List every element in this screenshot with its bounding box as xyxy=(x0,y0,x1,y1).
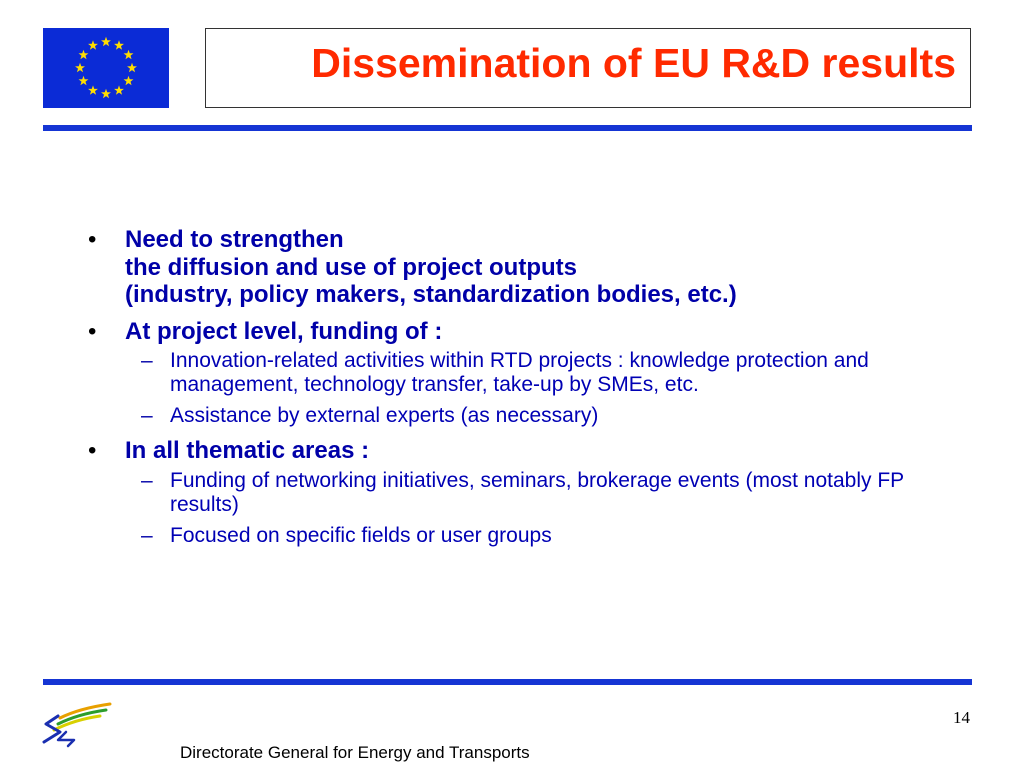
bullet-item xyxy=(88,437,958,548)
bullet-marker: • xyxy=(88,226,97,253)
page-title: Dissemination of EU R&D results xyxy=(311,40,956,86)
flag-star-icon xyxy=(75,63,85,72)
top-divider xyxy=(43,125,972,131)
bullet-line: In all thematic areas : xyxy=(125,437,370,464)
flag-star-icon xyxy=(79,76,89,85)
sub-item xyxy=(125,524,958,548)
bullet-marker: • xyxy=(88,317,97,345)
bullet-item xyxy=(88,318,958,429)
sub-text: Innovation-related activities within RTD projects : knowledge protection and management, technology transfer, take-up by SMEs, etc. xyxy=(170,349,869,396)
flag-star-icon xyxy=(88,40,98,49)
footer-organization: Directorate General for Energy and Transports xyxy=(180,743,530,762)
flag-star-icon xyxy=(114,40,124,49)
bullet-item xyxy=(88,226,958,309)
sub-text: Focused on specific fields or user groups xyxy=(170,523,552,547)
flag-star-icon xyxy=(124,50,134,59)
sub-marker: – xyxy=(141,523,153,547)
flag-star-icon xyxy=(124,76,134,85)
sub-text: Assistance by external experts (as necessary) xyxy=(170,404,599,427)
eu-flag-stars xyxy=(43,28,169,108)
page-number: 14 xyxy=(953,708,970,727)
sub-item xyxy=(125,469,958,517)
bottom-divider xyxy=(43,679,972,685)
bullet-line: At project level, funding of : xyxy=(125,317,443,345)
sub-list xyxy=(125,469,958,548)
sub-item xyxy=(125,349,958,397)
flag-star-icon xyxy=(114,85,124,94)
flag-star-icon xyxy=(101,37,111,46)
title-box xyxy=(205,28,971,108)
sub-list xyxy=(125,349,958,428)
sub-marker: – xyxy=(141,349,153,372)
bullet-line: (industry, policy makers, standardization bodies, etc.) xyxy=(125,281,737,308)
eu-flag-icon xyxy=(43,28,169,108)
sub-text: Funding of networking initiatives, seminars, brokerage events (most notably FP results) xyxy=(170,468,904,516)
flag-star-icon xyxy=(88,85,98,94)
bullet-line: the diffusion and use of project outputs xyxy=(125,253,577,281)
bullet-text xyxy=(125,318,958,346)
bullet-text xyxy=(125,226,958,309)
sub-marker: – xyxy=(141,404,153,427)
transport-logo-icon xyxy=(40,702,114,748)
bullet-marker: • xyxy=(88,437,97,464)
bullet-text xyxy=(125,437,958,465)
sub-item xyxy=(125,404,958,428)
slide-content xyxy=(88,226,958,557)
bullet-line: Need to strengthen xyxy=(125,226,344,253)
flag-star-icon xyxy=(101,89,111,98)
flag-star-icon xyxy=(127,63,137,72)
flag-star-icon xyxy=(79,50,89,59)
sub-marker: – xyxy=(141,468,153,492)
